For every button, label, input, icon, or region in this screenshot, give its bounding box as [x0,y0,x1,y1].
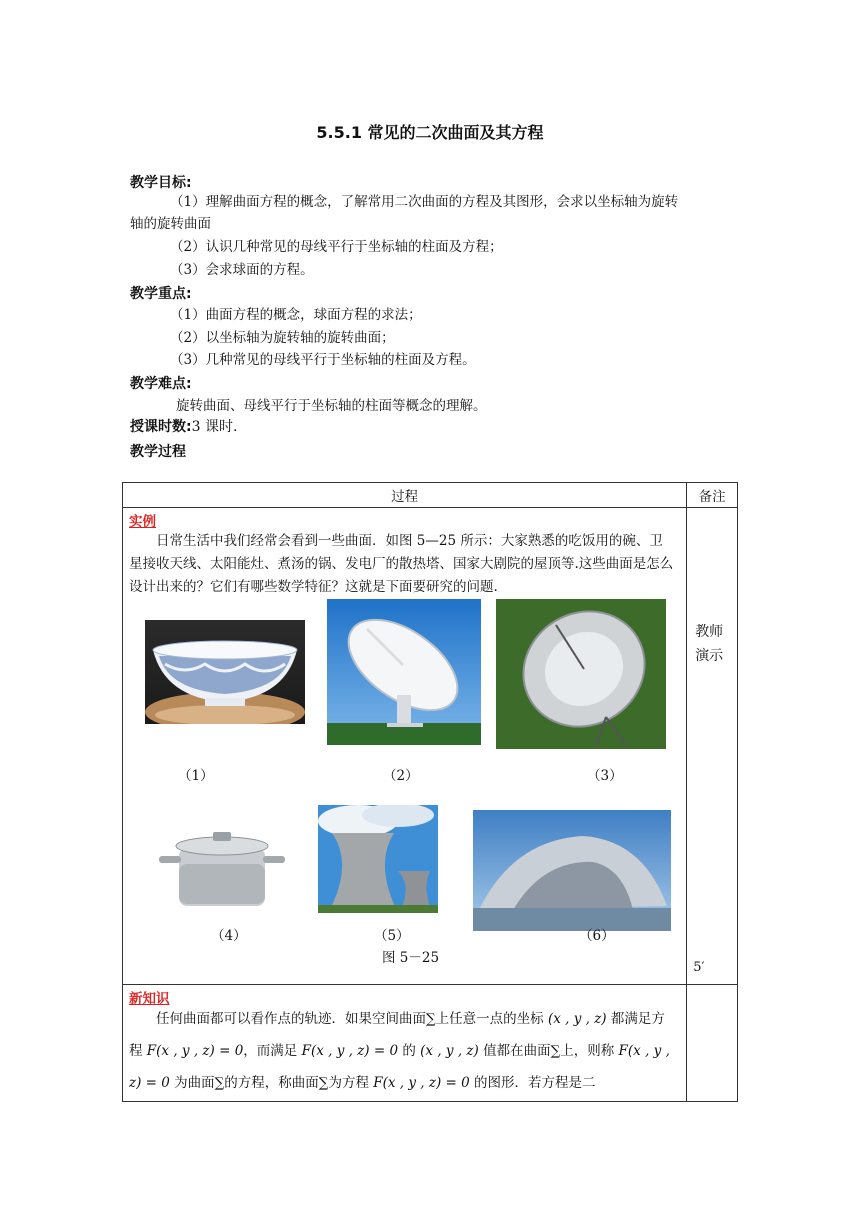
example-paragraph: 日常生活中我们经常会看到一些曲面．如图 5—25 所示：大家熟悉的吃饭用的碗、卫星接收天线、太阳能灶、煮汤的锅、发电厂的散热塔、国家大剧院的屋顶等.这些曲面是怎么设计出来的？它们有哪些数学特征？这就是下面要研究的问题. [129,533,674,595]
nk-text-6: 为曲面∑的方程，称曲面∑为方程 [174,1075,369,1091]
caption-4: （4） [211,928,247,944]
example-label: 实例 [129,514,156,530]
bowl-image [145,620,305,724]
page-title: 5.5.1 常见的二次曲面及其方程 [316,123,544,142]
key-points-heading: 教学重点: [130,286,192,302]
pot-image [157,824,287,916]
cooling-tower-image [318,805,438,913]
notes-cell-2 [687,985,738,1102]
header-notes: 备注 [687,483,738,508]
objectives-heading: 教学目标: [130,175,192,191]
difficulties-text: 旋转曲面、母线平行于坐标轴的柱面等概念的理解。 [176,398,487,414]
grand-theatre-image [473,810,671,931]
teacher-demo-note: 教师演示 [695,624,724,664]
nk-text-5: 值都在曲面∑上，则称 [483,1043,615,1059]
notes-cell [687,508,738,985]
objective-1-line1: （1）理解曲面方程的概念，了解常用二次曲面的方程及其图形，会求以坐标轴为旋转 [170,194,679,210]
key-point-1: （1）曲面方程的概念，球面方程的求法； [170,307,422,323]
new-knowledge-cell [123,985,687,1102]
hours-heading: 授课时数: [130,419,192,435]
figure-caption: 图 5－25 [382,950,440,966]
objective-2: （2）认识几种常见的母线平行于坐标轴的柱面及方程； [170,239,503,255]
caption-6: （6） [579,928,615,944]
example-cell [123,508,687,985]
nk-text-3: ，而满足 [243,1043,298,1059]
hours-line [130,416,237,436]
nk-text-2: 都满足方程 [129,1011,665,1059]
objective-1-line2: 轴的旋转曲面 [130,216,211,232]
difficulties-heading: 教学难点: [130,376,192,392]
nk-text-1: 任何曲面都可以看作点的轨迹．如果空间曲面∑上任意一点的坐标 [156,1011,544,1027]
nk-text-7: 的图形．若方程是二 [474,1075,596,1091]
nk-eq-4: F(x , y , z) = 0 [373,1075,470,1091]
key-point-3: （3）几种常见的母线平行于坐标轴的柱面及方程。 [170,352,476,368]
nk-text-4: 的 [402,1043,416,1059]
objective-3: （3）会求球面的方程。 [170,262,314,278]
hours-value: 3 课时. [191,419,238,435]
new-knowledge-paragraph [129,1003,676,1099]
nk-coord-1: (x , y , z) [547,1011,607,1027]
nk-eq-1: F(x , y , z) = 0 [146,1043,244,1059]
header-process: 过程 [123,483,687,508]
nk-eq-3: F(x , y , z) = 0 [129,1043,670,1091]
time-note: 5′ [693,960,705,975]
process-table [122,482,738,1102]
caption-3: （3） [587,768,623,784]
caption-1: （1） [178,768,214,784]
solar-cooker-image [496,599,666,749]
new-knowledge-label: 新知识 [129,991,170,1007]
caption-2: （2） [383,768,419,784]
nk-coord-2: (x , y , z) [420,1043,479,1059]
caption-5: （5） [374,928,410,944]
nk-eq-2: F(x , y , z) = 0 [301,1043,399,1059]
process-heading: 教学过程 [130,444,186,460]
satellite-dish-image [327,599,481,745]
key-point-2: （2）以坐标轴为旋转轴的旋转曲面； [170,330,395,346]
